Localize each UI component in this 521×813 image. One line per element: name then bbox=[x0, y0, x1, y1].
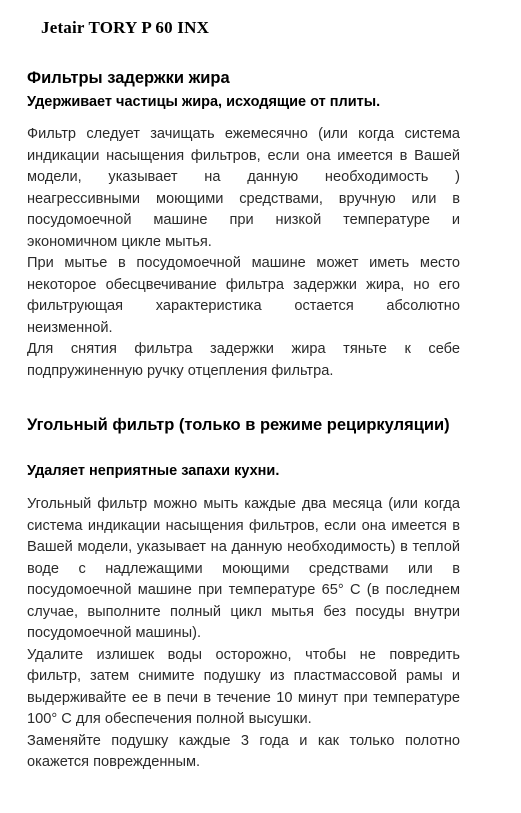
section-title-carbon-filter: Угольный фильтр (только в режиме рециркуляции) bbox=[27, 416, 450, 434]
paragraph: Фильтр следует зачищать ежемесячно (или когда система индикации насыщения фильтров, если она имеется в Вашей модели, указывает на данную необходимость ) неагрессивными моющими средствами, вручную или в посудомоечной машине при низкой температуре и экономичном цикле мытья. bbox=[27, 126, 460, 250]
section-body-carbon-filter bbox=[27, 494, 460, 774]
paragraph: Удалите излишек воды осторожно, чтобы не повредить фильтр, затем снимите подушку из пластмассовой рамы и выдерживайте ее в печи в течение 10 минут при температуре 100° С для обеспечения полной высушки. bbox=[27, 646, 460, 727]
paragraph: При мытье в посудомоечной машине может иметь место некоторое обесцвечивание фильтра задержки жира, но его фильтрующая характеристика остается абсолютно неизменной. bbox=[27, 255, 460, 336]
paragraph: Заменяйте подушку каждые 3 года и как только полотно окажется поврежденным. bbox=[27, 732, 460, 770]
section-subtitle-grease-filter: Удерживает частицы жира, исходящие от плиты. bbox=[27, 94, 381, 110]
document-title: Jetair TORY P 60 INX bbox=[41, 18, 210, 37]
section-body-grease-filter bbox=[27, 124, 460, 382]
paragraph: Для снятия фильтра задержки жира тяньте к себе подпружиненную ручку отцепления фильтра. bbox=[27, 341, 460, 379]
paragraph: Угольный фильтр можно мыть каждые два месяца (или когда система индикации насыщения фильтров, если она имеется в Вашей модели, указывает на данную необходимость) в теплой воде с надлежащими моющими средствами или в посудомоечной машине при температуре 65° С (в последнем случае, выполните полный цикл мытья без посуды внутри посудомоечной машины). bbox=[27, 496, 460, 641]
section-title-grease-filter: Фильтры задержки жира bbox=[27, 69, 230, 87]
section-subtitle-carbon-filter: Удаляет неприятные запахи кухни. bbox=[27, 463, 280, 479]
